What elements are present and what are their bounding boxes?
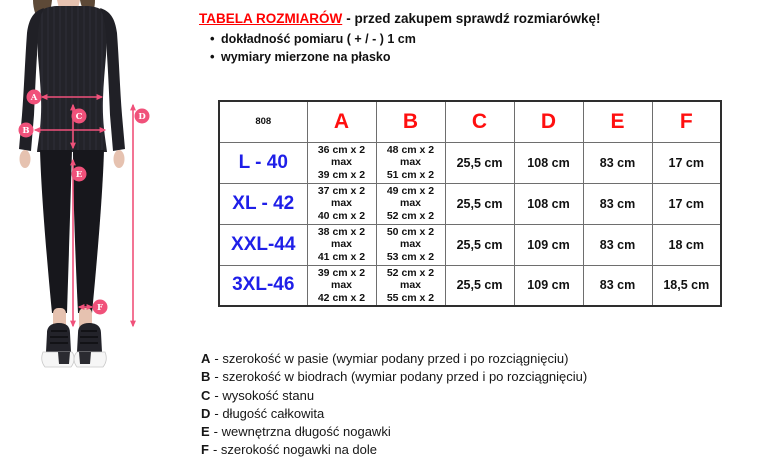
size-label: L - 40 — [219, 142, 307, 183]
cell-a: 37 cm x 2 max 40 cm x 2 — [307, 183, 376, 224]
size-row-3xl46 — [219, 265, 721, 306]
cell-f: 17 cm — [652, 183, 721, 224]
badge-f-label: F — [96, 303, 104, 313]
model-number: 808 — [219, 101, 307, 142]
right-sneaker — [74, 323, 106, 367]
column-header-a: A — [307, 101, 376, 142]
size-table — [218, 100, 722, 307]
header-bullets — [199, 31, 759, 66]
cell-a: 36 cm x 2 max 39 cm x 2 — [307, 142, 376, 183]
legend-item-c: C - wysokość stanu — [201, 387, 315, 403]
cell-f: 17 cm — [652, 142, 721, 183]
column-header-b: B — [376, 101, 445, 142]
legend-item-d: D - długość całkowita — [201, 405, 325, 421]
page-title — [199, 10, 759, 28]
cell-e: 83 cm — [583, 265, 652, 306]
column-header-c: C — [445, 101, 514, 142]
cell-c: 25,5 cm — [445, 265, 514, 306]
cell-b: 48 cm x 2 max 51 cm x 2 — [376, 142, 445, 183]
size-label: XXL-44 — [219, 224, 307, 265]
bullet-dot: • — [210, 31, 215, 46]
column-header-e: E — [583, 101, 652, 142]
legend-item-b: B - szerokość w biodrach (wymiar podany przed i po rozciągnięciu) — [201, 369, 588, 385]
size-label: 3XL-46 — [219, 265, 307, 306]
size-label: XL - 42 — [219, 183, 307, 224]
size-row-l40 — [219, 142, 721, 183]
model-figure-svg — [0, 0, 175, 375]
cell-e: 83 cm — [583, 224, 652, 265]
bullet-text: dokładność pomiaru ( + / - ) 1 cm — [221, 32, 416, 46]
cell-e: 83 cm — [583, 183, 652, 224]
measurement-legend — [201, 350, 587, 460]
badge-a-label: A — [30, 93, 38, 103]
left-sneaker — [42, 323, 74, 367]
legend-item-a: A - szerokość w pasie (wymiar podany przed i po rozciągnięciu) — [201, 351, 569, 366]
cell-f: 18 cm — [652, 224, 721, 265]
bullet-item — [199, 49, 759, 67]
column-header-d: D — [514, 101, 583, 142]
cell-b: 49 cm x 2 max 52 cm x 2 — [376, 183, 445, 224]
cell-d: 108 cm — [514, 183, 583, 224]
bullet-dot: • — [210, 48, 215, 64]
page-title-suffix: - przed zakupem sprawdź rozmiarówkę! — [346, 11, 601, 26]
page-title-red: TABELA ROZMIARÓW — [199, 11, 343, 26]
cell-f: 18,5 cm — [652, 265, 721, 306]
cell-a: 39 cm x 2 max 42 cm x 2 — [307, 265, 376, 306]
cell-d: 109 cm — [514, 265, 583, 306]
legend-item-e: E - wewnętrzna długość nogawki — [201, 424, 391, 440]
cell-c: 25,5 cm — [445, 183, 514, 224]
model-right-hand — [114, 150, 125, 168]
badge-e-label: E — [75, 170, 83, 180]
cell-a: 38 cm x 2 max 41 cm x 2 — [307, 224, 376, 265]
size-row-xxl44 — [219, 224, 721, 265]
cell-e: 83 cm — [583, 142, 652, 183]
column-header-f: F — [652, 101, 721, 142]
cell-d: 108 cm — [514, 142, 583, 183]
model-left-hand — [20, 150, 31, 168]
header-block — [199, 10, 759, 66]
cell-b: 50 cm x 2 max 53 cm x 2 — [376, 224, 445, 265]
cell-c: 25,5 cm — [445, 142, 514, 183]
cell-b: 52 cm x 2 max 55 cm x 2 — [376, 265, 445, 306]
cell-d: 109 cm — [514, 224, 583, 265]
bullet-text: wymiary mierzone na płasko — [221, 49, 391, 64]
badge-c-label: C — [75, 112, 83, 122]
model-photo — [0, 0, 175, 375]
legend-item-f: F - szerokość nogawki na dole — [201, 442, 377, 458]
size-table-header-row — [219, 101, 721, 142]
size-row-xl42 — [219, 183, 721, 224]
badge-d-label: D — [138, 112, 146, 122]
cell-c: 25,5 cm — [445, 224, 514, 265]
badge-b-label: B — [22, 126, 30, 136]
bullet-item — [199, 31, 759, 49]
